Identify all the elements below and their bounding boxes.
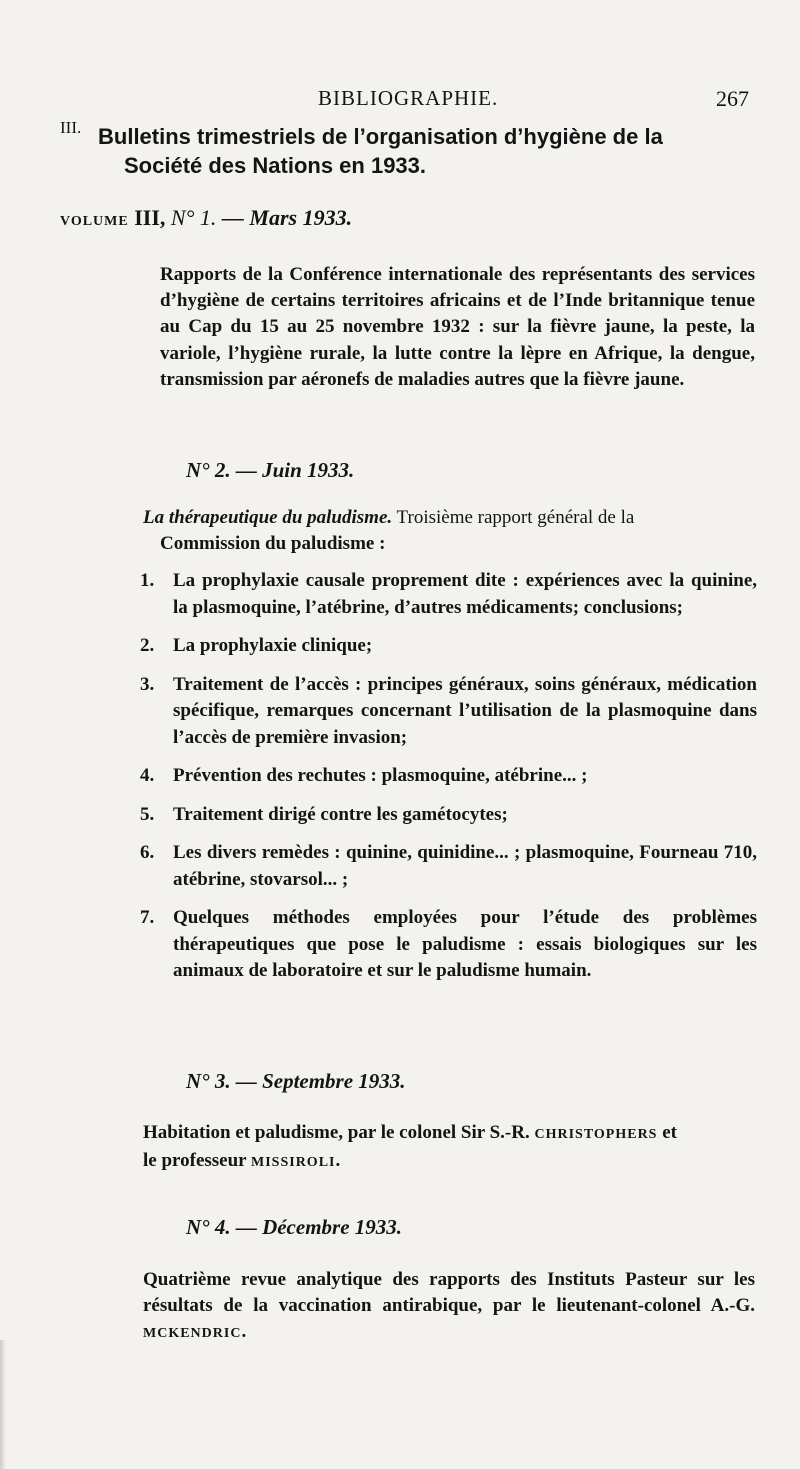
issue2-intro	[143, 505, 755, 557]
section-title	[98, 122, 758, 180]
section-title-line1: Bulletins trimestriels de l’organisation d’hygiène de la	[98, 124, 663, 149]
volume-heading	[60, 205, 352, 231]
section-title-line2: Société des Nations en 1933.	[124, 153, 427, 178]
list-item	[140, 763, 757, 790]
page-edge-shadow	[0, 1340, 6, 1469]
issue3-paragraph	[143, 1120, 755, 1176]
volume-date: — Mars 1933.	[221, 205, 353, 230]
issue3-text-b: et	[657, 1122, 677, 1143]
list-item	[140, 633, 757, 660]
list-item-number: 1.	[140, 570, 155, 591]
list-item-number: 6.	[140, 842, 155, 863]
list-item-number: 2.	[140, 635, 155, 656]
issue4-text-b: .	[241, 1321, 247, 1343]
issue3-text-d: .	[335, 1150, 341, 1172]
issue3-heading: N° 3. — Septembre 1933.	[186, 1069, 406, 1093]
issue2-list	[140, 568, 757, 985]
list-item	[140, 568, 757, 621]
list-item-text: Quelques méthodes employées pour l’étude des problèmes thérapeutiques que pose le paludisme : essais biologiques sur les animaux de laboratoire et sur le paludisme humain.	[173, 907, 757, 981]
issue3-line2	[143, 1148, 755, 1176]
issue2-intro-line2: Commission du paludisme :	[160, 533, 386, 555]
issue3-text-a: Habitation et paludisme, par le colonel Sir S.-R.	[143, 1122, 535, 1143]
issue4-paragraph	[143, 1267, 755, 1348]
page-number: 267	[716, 86, 749, 111]
list-item	[140, 840, 757, 893]
issue2-intro-rest: Troisième rapport général de la	[392, 507, 635, 528]
list-item-number: 4.	[140, 765, 155, 786]
author-name: MCKENDRIC	[143, 1326, 242, 1342]
author-name: CHRISTOPHERS	[534, 1127, 658, 1142]
list-item-number: 7.	[140, 907, 155, 928]
issue2-intro-title: La thérapeutique du paludisme.	[143, 507, 393, 528]
header-title: BIBLIOGRAPHIE.	[318, 86, 499, 110]
section-number: III.	[60, 118, 82, 137]
volume-issue-no: N° 1.	[170, 205, 217, 230]
list-item-number: 5.	[140, 803, 155, 825]
list-item-text: Prévention des rechutes : plasmoquine, atébrine... ;	[173, 765, 588, 786]
running-header	[0, 86, 800, 116]
list-item-text: La prophylaxie causale proprement dite : expériences avec la quinine, la plasmoquine, l’atébrine, d’autres médicaments; conclusions;	[173, 570, 757, 618]
issue1-paragraph: Rapports de la Conférence internationale des représentants des services d’hygiène de certains territoires africains et de l’Inde britannique tenue au Cap du 15 au 25 novembre 1932 : sur la fièvre jaune, la peste, la variole, l’hygiène rurale, la lutte contre la lèpre en Afrique, la dengue, transmission par aéronefs de maladies autres que la fièvre jaune.	[160, 264, 755, 390]
list-item-text: Traitement de l’accès : principes généraux, soins généraux, médication spécifique, remarques concernant l’utilisation de la plasmoquine dans l’accès de première invasion;	[173, 673, 757, 748]
list-item-number: 3.	[140, 673, 155, 695]
list-item	[140, 905, 757, 985]
list-item-text: La prophylaxie clinique;	[173, 635, 373, 656]
list-item	[140, 802, 757, 829]
list-item-text: Traitement dirigé contre les gamétocytes;	[173, 803, 508, 825]
issue4-heading: N° 4. — Décembre 1933.	[186, 1215, 403, 1239]
list-item	[140, 672, 757, 752]
issue2-heading: N° 2. — Juin 1933.	[186, 458, 355, 482]
volume-label: VOLUME	[60, 214, 129, 229]
volume-number: III,	[134, 205, 166, 230]
list-item-text: Les divers remèdes : quinine, quinidine... ; plasmoquine, Fourneau 710, atébrine, stovarsol... ;	[173, 842, 757, 890]
issue3-text-c: le professeur	[143, 1150, 252, 1172]
author-name: MISSIROLI	[251, 1155, 336, 1171]
issue4-text-a: Quatrième revue analytique des rapports des Instituts Pasteur sur les résultats de la vaccination antirabique, par le lieutenant-colonel A.-G.	[143, 1269, 755, 1317]
